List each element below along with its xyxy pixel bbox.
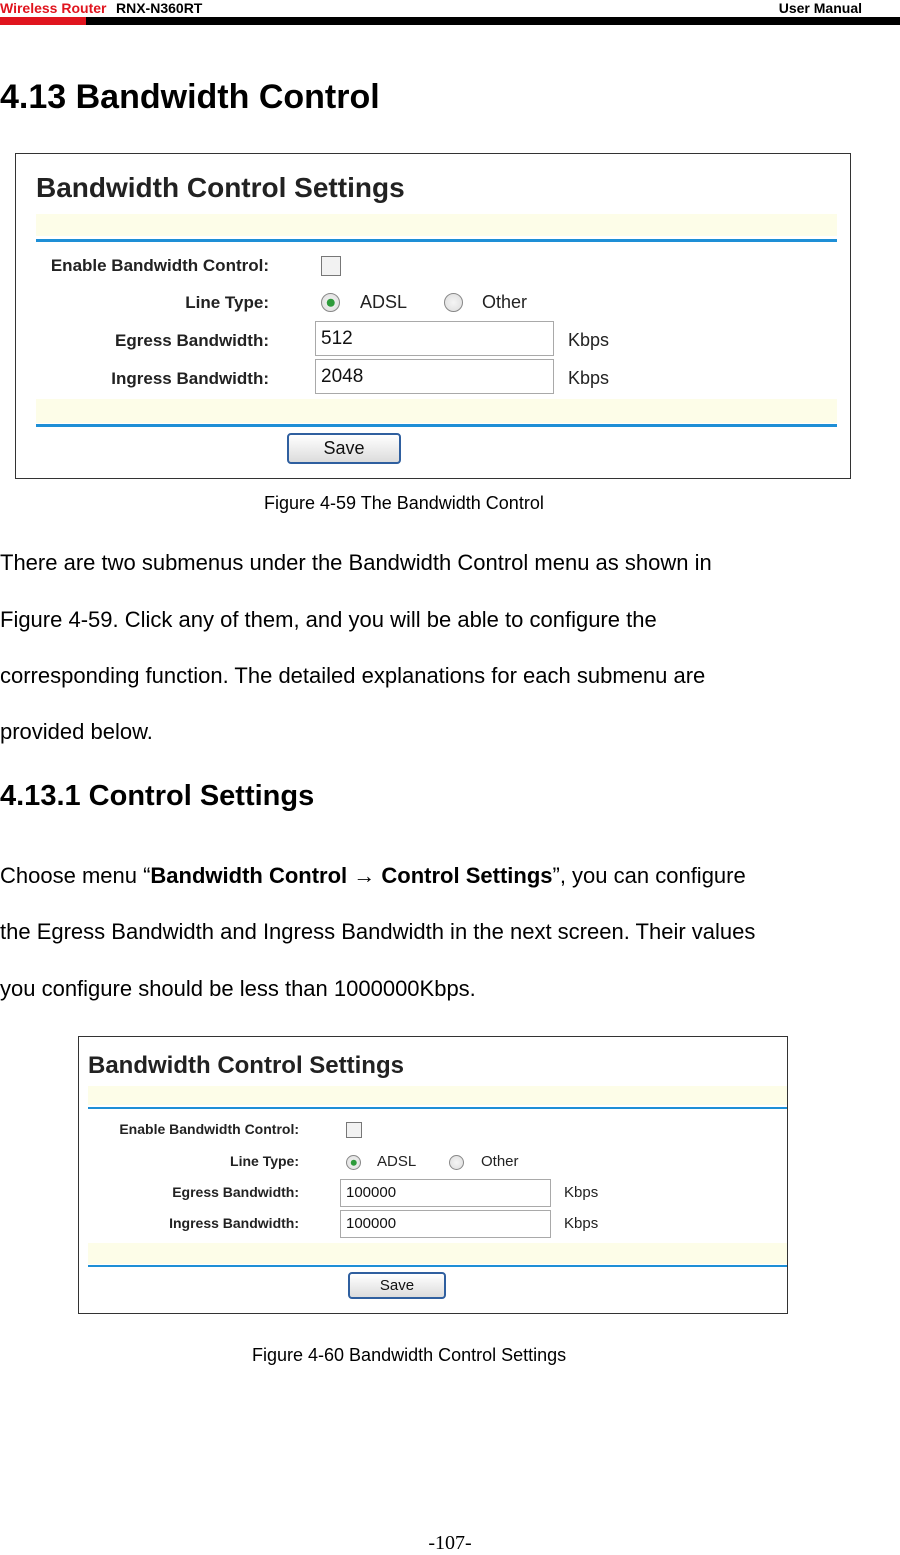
choose-line-2: the Egress Bandwidth and Ingress Bandwidth in the next screen. Their values — [0, 919, 756, 944]
radio-adsl[interactable] — [346, 1155, 361, 1170]
ingress-label: Ingress Bandwidth: — [111, 369, 269, 388]
ingress-unit: Kbps — [568, 368, 610, 388]
intro-line-3: corresponding function. The detailed explanations for each submenu are — [0, 663, 706, 688]
egress-input[interactable]: 100000 — [340, 1179, 551, 1207]
choose-prefix: Choose menu “ — [0, 863, 151, 888]
bottom-rule — [36, 424, 837, 427]
intro-line-1: There are two submenus under the Bandwidth Control menu as shown in — [0, 550, 712, 575]
egress-input[interactable]: 512 — [315, 321, 554, 356]
menu-path: Bandwidth Control → Control Settings — [150, 863, 553, 888]
settings-title: Bandwidth Control Settings — [88, 1052, 404, 1079]
choose-line — [0, 863, 746, 889]
section-heading: 4.13 Bandwidth Control — [0, 78, 380, 116]
intro-line-4: provided below. — [0, 719, 153, 744]
bottom-rule — [88, 1265, 788, 1267]
egress-unit: Kbps — [568, 330, 610, 350]
radio-other-label: Other — [482, 292, 528, 312]
header-model: RNX-N360RT — [116, 0, 203, 16]
enable-label: Enable Bandwidth Control: — [50, 256, 269, 275]
radio-other[interactable] — [449, 1155, 464, 1170]
bottom-stripe — [36, 399, 837, 423]
title-stripe — [36, 214, 837, 236]
save-button[interactable]: Save — [287, 433, 401, 464]
ingress-unit: Kbps — [564, 1215, 599, 1232]
ingress-label: Ingress Bandwidth: — [169, 1215, 299, 1231]
choose-line-3: you configure should be less than 1000000Kbps. — [0, 976, 476, 1001]
radio-adsl-label: ADSL — [360, 292, 408, 312]
header-brand: Wireless Router — [0, 0, 107, 16]
header-manual: User Manual — [778, 0, 862, 16]
enable-checkbox[interactable] — [346, 1122, 362, 1138]
ingress-input[interactable]: 2048 — [315, 359, 554, 394]
choose-suffix: ”, you can configure — [552, 863, 746, 888]
enable-label: Enable Bandwidth Control: — [119, 1121, 299, 1137]
figure-1-caption: Figure 4-59 The Bandwidth Control — [264, 493, 544, 513]
radio-adsl-label: ADSL — [377, 1153, 417, 1170]
top-rule — [36, 239, 837, 242]
subsection-heading: 4.13.1 Control Settings — [0, 780, 315, 812]
bottom-stripe — [88, 1243, 788, 1264]
page-number: -107- — [428, 1532, 472, 1554]
intro-line-2: Figure 4-59. Click any of them, and you will be able to configure the — [0, 607, 657, 632]
line-type-label: Line Type: — [185, 293, 269, 312]
figure-2-screenshot — [78, 1036, 788, 1314]
title-stripe — [88, 1086, 788, 1105]
figure-1-screenshot — [15, 153, 851, 479]
egress-label: Egress Bandwidth: — [115, 331, 269, 350]
page-header — [0, 0, 900, 26]
settings-title: Bandwidth Control Settings — [36, 172, 405, 203]
header-bar-black — [86, 17, 900, 25]
radio-other-label: Other — [481, 1153, 519, 1170]
egress-label: Egress Bandwidth: — [172, 1184, 299, 1200]
header-bar-red — [0, 17, 86, 25]
figure-2-caption: Figure 4-60 Bandwidth Control Settings — [252, 1345, 567, 1365]
line-type-label: Line Type: — [230, 1153, 299, 1169]
save-button[interactable]: Save — [348, 1272, 446, 1299]
egress-unit: Kbps — [564, 1184, 599, 1201]
radio-other[interactable] — [444, 293, 463, 312]
ingress-input[interactable]: 100000 — [340, 1210, 551, 1238]
top-rule — [88, 1107, 788, 1109]
radio-adsl[interactable] — [321, 293, 340, 312]
enable-checkbox[interactable] — [321, 256, 341, 276]
